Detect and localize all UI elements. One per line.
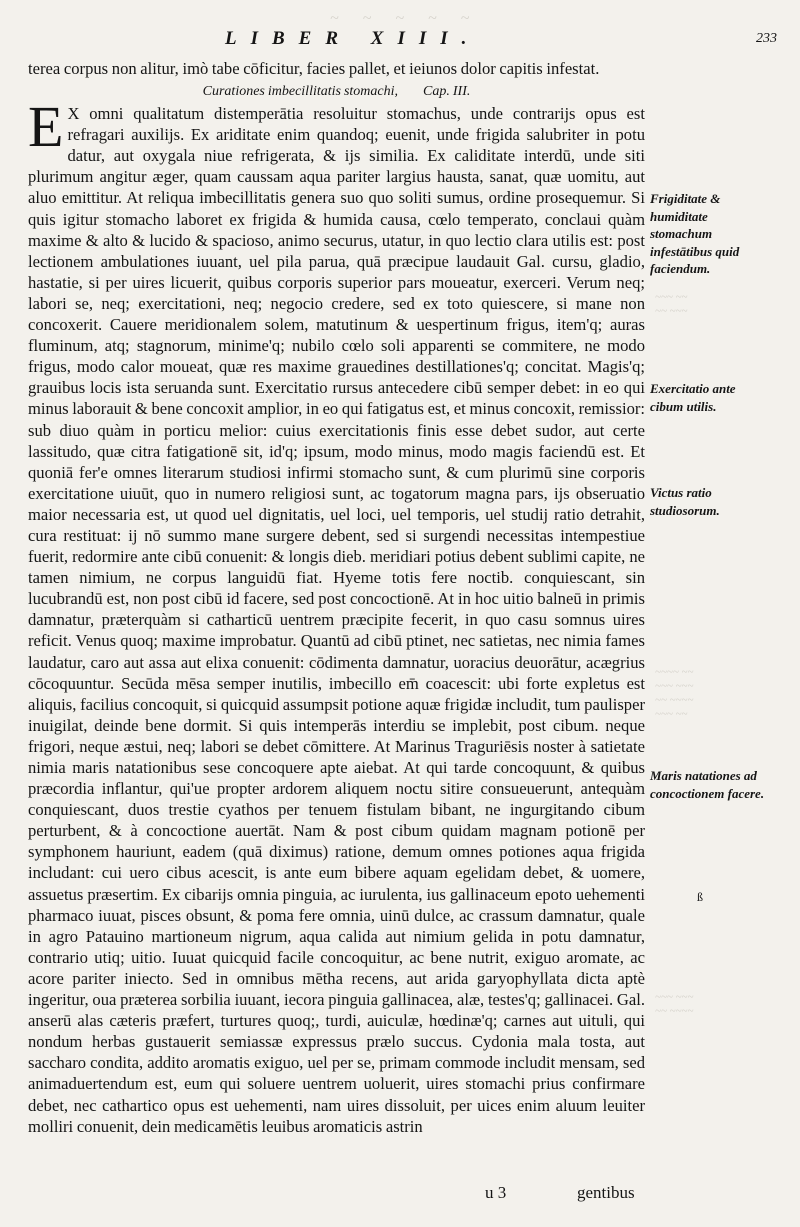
- main-text-block: [28, 58, 645, 1137]
- margin-note-frigiditate: Frigiditate & humiditate stomachum infestātibus quid faciendum.: [650, 191, 740, 276]
- show-through-mark-1: ~~~ ~~ ~~ ~~~: [655, 291, 688, 317]
- first-line: terea corpus non alitur, imò tabe cōficitur, facies pallet, et ieiunos dolor capitis infestat.: [28, 59, 600, 78]
- chapter-number: Cap. III.: [423, 84, 471, 100]
- paragraph-text: X omni qualitatum distemperātia resoluitur stomachus, unde contrarijs opus est refragari auxilijs. Ex ariditate enim quandoq; euenit, unde frigida salubriter in potu datur, aut oxygala niue refrigerata, & ijs similia. Ex caliditate interdū, unde siti plurimum angitur æger, quam caussam aqua pariter largius hausta, sanat, quæ uomitu, aut aluo emittitur. At reliqua imbecillitatis genera suo quo soliti sumus, ordine prosequemur. Si quis igitur stomacho laboret ex frigida & humida causa, cœlo temperato, conclaui quàm maxime & alto & lucido & spacioso, animo securus, utatur, in quo lectio clara utilis est: post lectionem ambulationes iuuant, uel pila parua, quā præcipue laudauit Gal. cursu, gladio, hastatie, si per uires licuerit, quibus corporis superior pars moueatur, exerceri. Verum neq; labori se, neq; exercitationi, neq; negocio credere, sed ex toto quiescere, si mane non concoxerit. Cauere meridionalem solem, matutinum & uespertinum frigus, item'q; auras fluminum, atq; stagnorum, minime'q; nubilo cœlo soli apparenti se commitere, ne modo frigus, modo calor moueat, quæ res maxime grauedines destillationes'q; concitat. Magis'q; grauibus locis ista seruanda sunt. Exercitatio rursus antecedere cibū semper debet: in eo qui minus laborauit & bene concoxit amplior, in eo qui fatigatus est, et minus concoxit, remissior: sub diuo quàm in porticu melior: cuius exercitationis finis esse debet sudor, aut certe lassitudo, quæ citra fatigationē sit, id'q; ipsum, modo minus, modo magis faciendū est. Et quoniā fer'e omnes literarum studiosi infirmi stomacho sunt, & cum plurimū sine corporis exercitatione uiuūt, quo in numero religiosi sunt, ac togatorum magna pars, ijs obseruatio maior necessaria est, ut quod uel dignitatis, uel loci, uel temporis, uel studij ratio detrahit, cura restituat: ij nō summo mane surgere debent, sed si surgendi necessitas intempestiue fuerit, redormire ante cibū conuenit: & longis dieb. meridiari potius debent sublimi capite, ne tamen nimium, ne corpus languidū fiat. Hyeme totis fere noctib. conquiescant, sin lucubrandū est, non post cibū id facere, sed post concoctionē. At in hoc uitio balneū in primis damnatur, præterquàm si catharticū uentrem præcipite fecerit, in quo casu somnus uires reficit. Venus quoq; maxime improbatur. Quantū ad cibū ptinet, nec satietas, nec nimia fames laudatur, caro aut assa aut elixa conuenit: cōdimenta damnatur, uoracius deuorātur, acægrius cōcoquuntur. Secūda mēsa semper inutilis, imbecillo em̄ coacescit: ubi forte expletus est aliquis, facilius concoquit, si quicquid assumpsit potione aquæ frigidæ includit, tum paulisper inuigilat, deinde bene dormit. Si quis intemperās interdiu se implebit, post cibum. neque frigori, neque æstui, neq; labori se debet cōmittere. At Marinus Traguriēsis noster à satietate nimia maris natationibus sese concoquere apte aiebat. At qui tarde concoquunt, & quibus præcordia inflantur, qui'ue propter ardorem aliquem noctu sitire consueuerunt, antequàm conquiescant, duos trestie cyathos per tenuem fistulam bibant, ne ingurgitando cibum perturbent, & à concoctione auertāt. Nam & post cibum quidam magnam potionē per symphonem hauriunt, eadem (quā diximus) ratione, demum omnes potiones aqua frigida includant: cui uero cibus acescit, is ante eum bibere aquam egelidam debet, & uomere, assuetus præsertim. Ex cibarijs omnia pinguia, ac iurulenta, ius gallinaceum epoto uehementi pharmaco iuuat, pisces obsunt, & poma fere omnia, uinū dulce, ac crassum damnatur, quale in agro Patauino martioneum nigrum, aqua calida aut nimium gelida in potu damnatur, contrario utiq; uitio. Iuuat quicquid facile concoquitur, ac bene nutrit, exiguo aromate, ac acore pariter iniecto. Sed in omnibus mētha recens, aut arida garyophyllata dicta aptè ingeritur, oua præterea sorbilia iuuant, iecora pinguia gallinacea, alæ, testes'q; gallinacei. Gal. anserū alas cæteris præfert, turtures quoq;, turdi, auiculæ, hœdinæ'q; carnes aut uituli, qui nondum herbas gustauerit semiassæ expressus prælo succus. Cydonia mala tosta, aut saccharo condita, addito aromatis exiguo, uel per se, primam commode includit mensam, sed animaduertendum est, eum qui soluere uentrem uoluerit, uires stomachi prius confirmare debet, nec cathartico opus est uehementi, nam uires dissoluit, per uices enim aluum leuiter molliri conuenit, dein medicamētis leuibus aromaticis astrin: [28, 104, 645, 1136]
- show-through-running-head: ~ ~ ~ ~ ~: [330, 10, 480, 27]
- drop-cap: E: [28, 94, 64, 160]
- folio-number: 233: [756, 31, 777, 46]
- chapter-title: Curationes imbecillitatis stomachi,: [202, 84, 399, 100]
- chapter-heading: [28, 81, 645, 103]
- stray-mark: ß: [697, 890, 703, 904]
- show-through-mark-2: ~~~~ ~~ ~~~ ~~~ ~~ ~~~~ ~~~ ~~: [655, 666, 694, 720]
- page-footer: [0, 1183, 800, 1209]
- show-through-mark-3: ~~~ ~~~ ~~ ~~~~: [655, 991, 694, 1017]
- margin-note-exercitatio: Exercitatio ante cibum utilis.: [650, 381, 736, 414]
- running-head: [0, 28, 800, 54]
- margin-note-maris: Maris natationes ad concoctionem facere.: [650, 768, 765, 801]
- chapter-paragraph: [28, 94, 645, 1137]
- running-head-title: LIBER XIII.: [225, 28, 481, 49]
- catchword: gentibus: [577, 1183, 635, 1202]
- margin-note-victus: Victus ratio studiosorum.: [650, 485, 720, 518]
- signature-mark: u 3: [485, 1183, 507, 1202]
